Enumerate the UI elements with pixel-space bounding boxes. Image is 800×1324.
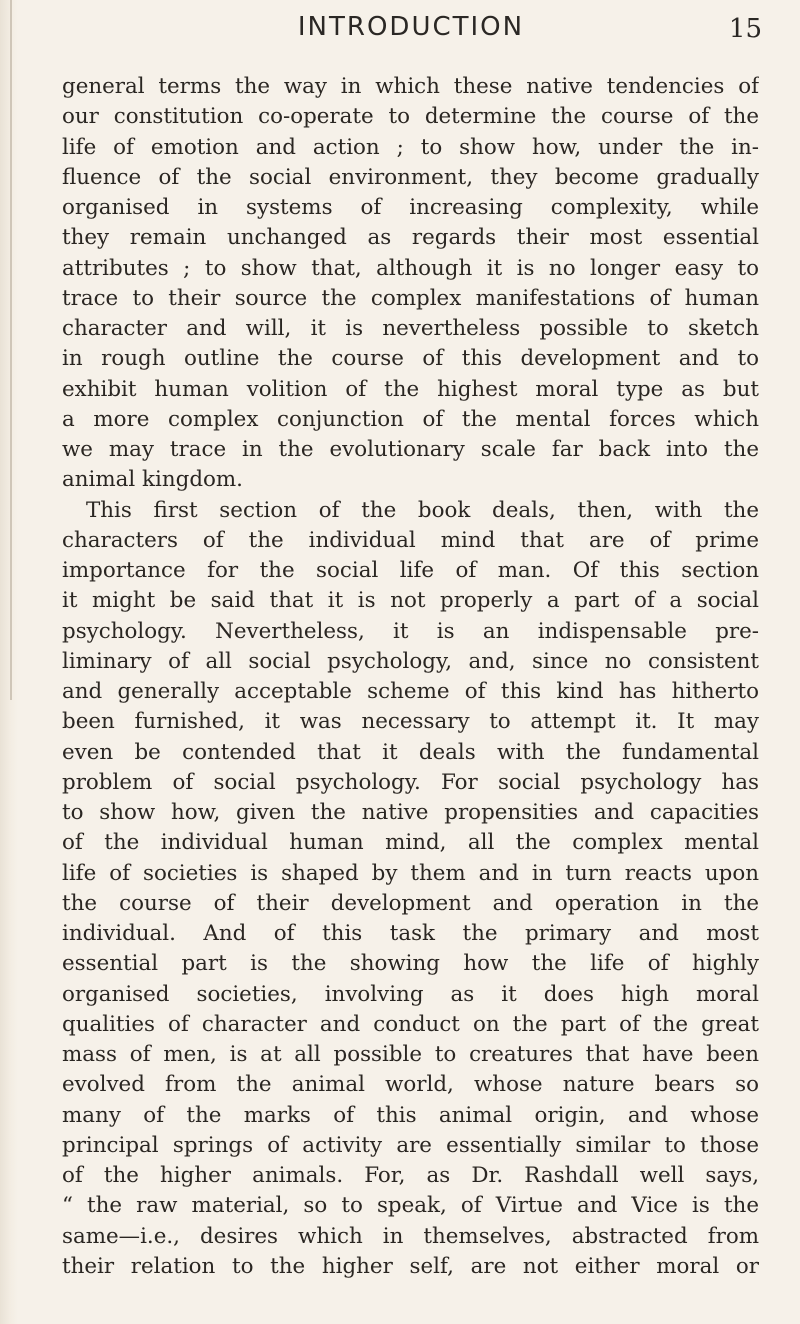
text-line: organised in systems of increasing complexity, while — [62, 195, 759, 220]
paragraph-start-line: This first section of the book deals, then, with the — [86, 497, 759, 523]
binding-shadow — [10, 0, 12, 700]
page-gutter — [0, 0, 18, 1324]
text-line: problem of social psychology. For social psychology has — [62, 769, 759, 795]
text-line: they remain unchanged as regards their most essential — [62, 225, 759, 251]
text-line: same—i.e., desires which in themselves, abstracted from — [62, 1223, 759, 1249]
text-line: been furnished, it was necessary to attempt it. It may — [62, 709, 759, 735]
text-line: the course of their development and operation in the — [62, 890, 759, 916]
text-line: of the higher animals. For, as Dr. Rashdall well says, — [62, 1163, 759, 1188]
text-line: it might be said that it is not properly a part of a social — [62, 588, 759, 614]
text-line: essential part is the showing how the life of highly — [62, 951, 759, 977]
text-line: organised societies, involving as it does high moral — [62, 981, 759, 1007]
text-line: liminary of all social psychology, and, since no consistent — [62, 648, 759, 674]
text-line: psychology. Nevertheless, it is an indispensable pre- — [62, 618, 759, 644]
running-header — [60, 12, 762, 52]
text-line: a more complex conjunction of the mental forces which — [62, 406, 759, 432]
text-line: their relation to the higher self, are not either moral or — [62, 1253, 759, 1279]
text-line: life of societies is shaped by them and in turn reacts upon — [62, 860, 759, 886]
text-line: fluence of the social environment, they become gradually — [62, 164, 759, 190]
page-number: 15 — [728, 14, 762, 44]
text-line: trace to their source the complex manifestations of human — [62, 285, 759, 311]
text-line: to show how, given the native propensities and capacities — [62, 800, 759, 825]
text-line: principal springs of activity are essentially similar to those — [62, 1132, 759, 1158]
text-line: “ the raw material, so to speak, of Virtue and Vice is the — [62, 1193, 759, 1219]
text-line: evolved from the animal world, whose nature bears so — [62, 1072, 759, 1098]
text-line: qualities of character and conduct on the part of the great — [62, 1011, 759, 1037]
paragraph-end-line: animal kingdom. — [62, 467, 243, 493]
text-line: and generally acceptable scheme of this kind has hitherto — [62, 679, 759, 704]
text-line: attributes ; to show that, although it is no longer easy to — [62, 255, 759, 281]
text-line: our constitution co-operate to determine the course of the — [62, 104, 759, 130]
text-line: mass of men, is at all possible to creatures that have been — [62, 1042, 759, 1067]
text-line: of the individual human mind, all the complex mental — [62, 830, 759, 856]
text-line: even be contended that it deals with the fundamental — [62, 739, 759, 765]
text-line: individual. And of this task the primary and most — [62, 921, 759, 946]
running-title: INTRODUCTION — [297, 12, 525, 42]
text-line: general terms the way in which these native tendencies of — [62, 74, 759, 99]
text-line: life of emotion and action ; to show how, under the in- — [62, 134, 759, 160]
text-line: character and will, it is nevertheless possible to sketch — [62, 316, 759, 341]
text-line: importance for the social life of man. Of this section — [62, 558, 759, 583]
text-line: exhibit human volition of the highest moral type as but — [62, 376, 759, 402]
text-line: we may trace in the evolutionary scale far back into the — [62, 437, 759, 462]
text-line: characters of the individual mind that are of prime — [62, 527, 759, 553]
body-text — [62, 72, 759, 1282]
text-line: many of the marks of this animal origin, and whose — [62, 1102, 759, 1128]
text-line: in rough outline the course of this development and to — [62, 346, 759, 372]
